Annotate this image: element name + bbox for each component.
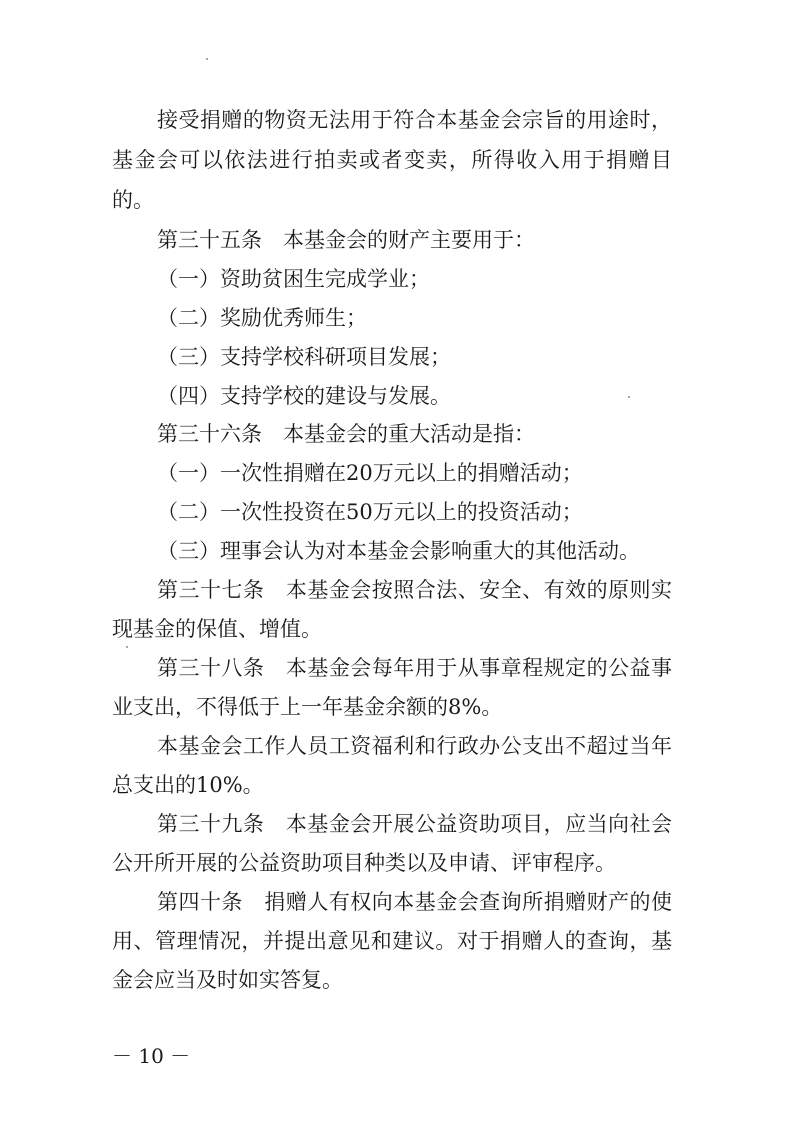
paragraph-line: 业支出，不得低于上一年基金余额的8%。 bbox=[112, 695, 503, 719]
list-item: （二）一次性投资在50万元以上的投资活动； bbox=[157, 500, 583, 524]
list-item: （四）支持学校的建设与发展。 bbox=[157, 384, 451, 408]
list-item: （一）资助贫困生完成学业； bbox=[157, 267, 430, 291]
list-item: （三）理事会认为对本基金会影响重大的其他活动。 bbox=[157, 539, 640, 563]
list-item: （一）一次性捐赠在20万元以上的捐赠活动； bbox=[157, 461, 583, 485]
paragraph-line: 用、管理情况，并提出意见和建议。对于捐赠人的查询，基 bbox=[112, 929, 672, 953]
paragraph-line: 本基金会工作人员工资福利和行政办公支出不超过当年 bbox=[157, 734, 672, 758]
scan-speck bbox=[126, 646, 128, 648]
paragraph-line: 第四十条 捐赠人有权向本基金会查询所捐赠财产的使 bbox=[157, 890, 672, 914]
scan-speck bbox=[206, 58, 208, 60]
paragraph-line: 的。 bbox=[112, 188, 154, 212]
paragraph-line: 基金会可以依法进行拍卖或者变卖，所得收入用于捐赠目 bbox=[112, 148, 672, 172]
paragraph-line: 第三十八条 本基金会每年用于从事章程规定的公益事 bbox=[157, 656, 672, 680]
page-number: － 10 － bbox=[112, 1044, 191, 1068]
paragraph-line: 总支出的10%。 bbox=[112, 773, 264, 797]
paragraph-line: 接受捐赠的物资无法用于符合本基金会宗旨的用途时， bbox=[157, 108, 672, 132]
article-heading-line: 第三十五条 本基金会的财产主要用于： bbox=[157, 228, 535, 252]
paragraph-line: 现基金的保值、增值。 bbox=[112, 617, 322, 641]
paragraph-line: 第三十九条 本基金会开展公益资助项目，应当向社会 bbox=[157, 812, 672, 836]
list-item: （三）支持学校科研项目发展； bbox=[157, 345, 451, 369]
paragraph-line: 金会应当及时如实答复。 bbox=[112, 968, 343, 992]
list-item: （二）奖励优秀师生； bbox=[157, 306, 367, 330]
paragraph-line: 公开所开展的公益资助项目种类以及申请、评审程序。 bbox=[112, 851, 616, 875]
paragraph-line: 第三十七条 本基金会按照合法、安全、有效的原则实 bbox=[157, 578, 672, 602]
article-heading-line: 第三十六条 本基金会的重大活动是指： bbox=[157, 422, 535, 446]
